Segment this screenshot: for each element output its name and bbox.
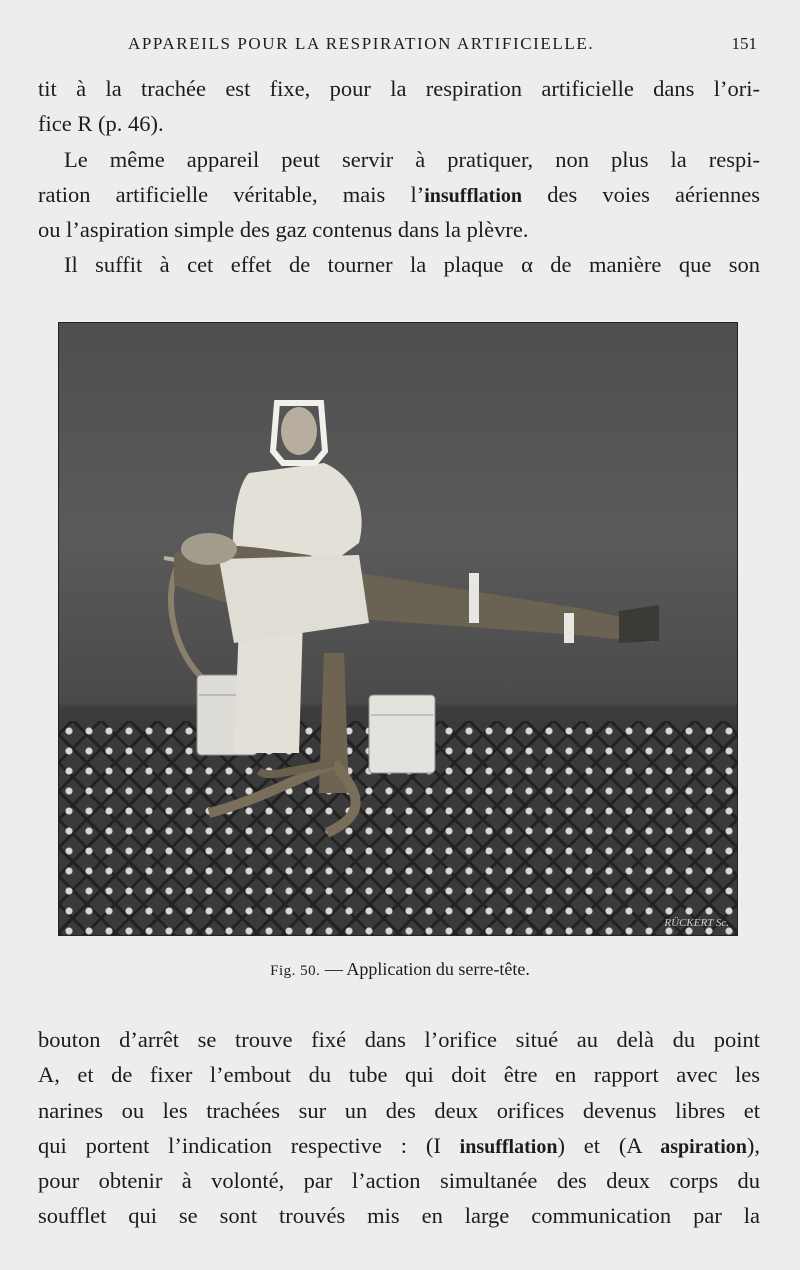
- page-number: 151: [731, 34, 757, 53]
- text-line: soufflet qui se sont trouvés mis en large communication par la: [38, 1203, 760, 1229]
- text-line: Il suffit à cet effet de tourner la plaque α de manière que son: [64, 252, 760, 278]
- bold-term-insufflation: insufflation: [459, 1135, 558, 1158]
- text-line: fice R (p. 46).: [38, 111, 164, 137]
- figure-caption-text: — Application du serre-tête.: [320, 959, 530, 979]
- text-line: tit à la trachée est fixe, pour la respiration artificielle dans l’ori-: [38, 76, 760, 101]
- figure-illustration: [59, 323, 737, 935]
- text-line: Le même appareil peut servir à pratiquer, non plus la respi-: [64, 146, 760, 172]
- running-head-title: APPAREILS POUR LA RESPIRATION ARTIFICIELLE.: [128, 34, 595, 53]
- figure-photograph: [58, 322, 738, 936]
- text-line: pour obtenir à volonté, par l’action simultanée des deux corps du: [38, 1168, 760, 1194]
- text-run: ) et (A: [557, 1132, 661, 1158]
- text-line: ou l’aspiration simple des gaz contenus dans la plèvre.: [38, 217, 529, 243]
- bold-term-insufflation: insufflation: [424, 184, 523, 207]
- text-line: A, et de fixer l’embout du tube qui doit être en rapport avec les: [38, 1062, 760, 1088]
- figure-caption: [0, 959, 800, 980]
- text-run: ),: [746, 1132, 760, 1158]
- figure-label: Fig. 50.: [270, 963, 321, 979]
- text-line: bouton d’arrêt se trouve fixé dans l’orifice situé au delà du point: [38, 1027, 760, 1052]
- text-run: qui portent l’indication respective : (I: [38, 1132, 460, 1158]
- text-line-with-bold: [38, 177, 760, 212]
- engraver-signature: RÜCKERT Sc.: [664, 917, 729, 929]
- running-head: [40, 34, 765, 58]
- text-run: ration artificielle véritable, mais l’: [38, 181, 425, 207]
- bottom-paragraph: [38, 1022, 760, 1234]
- text-line-with-bold: [38, 1128, 760, 1163]
- text-run: des voies aériennes: [522, 181, 760, 207]
- bold-term-aspiration: aspiration: [660, 1135, 747, 1158]
- text-line: narines ou les trachées sur un des deux orifices devenus libres et: [38, 1097, 760, 1123]
- top-paragraphs: [38, 71, 760, 283]
